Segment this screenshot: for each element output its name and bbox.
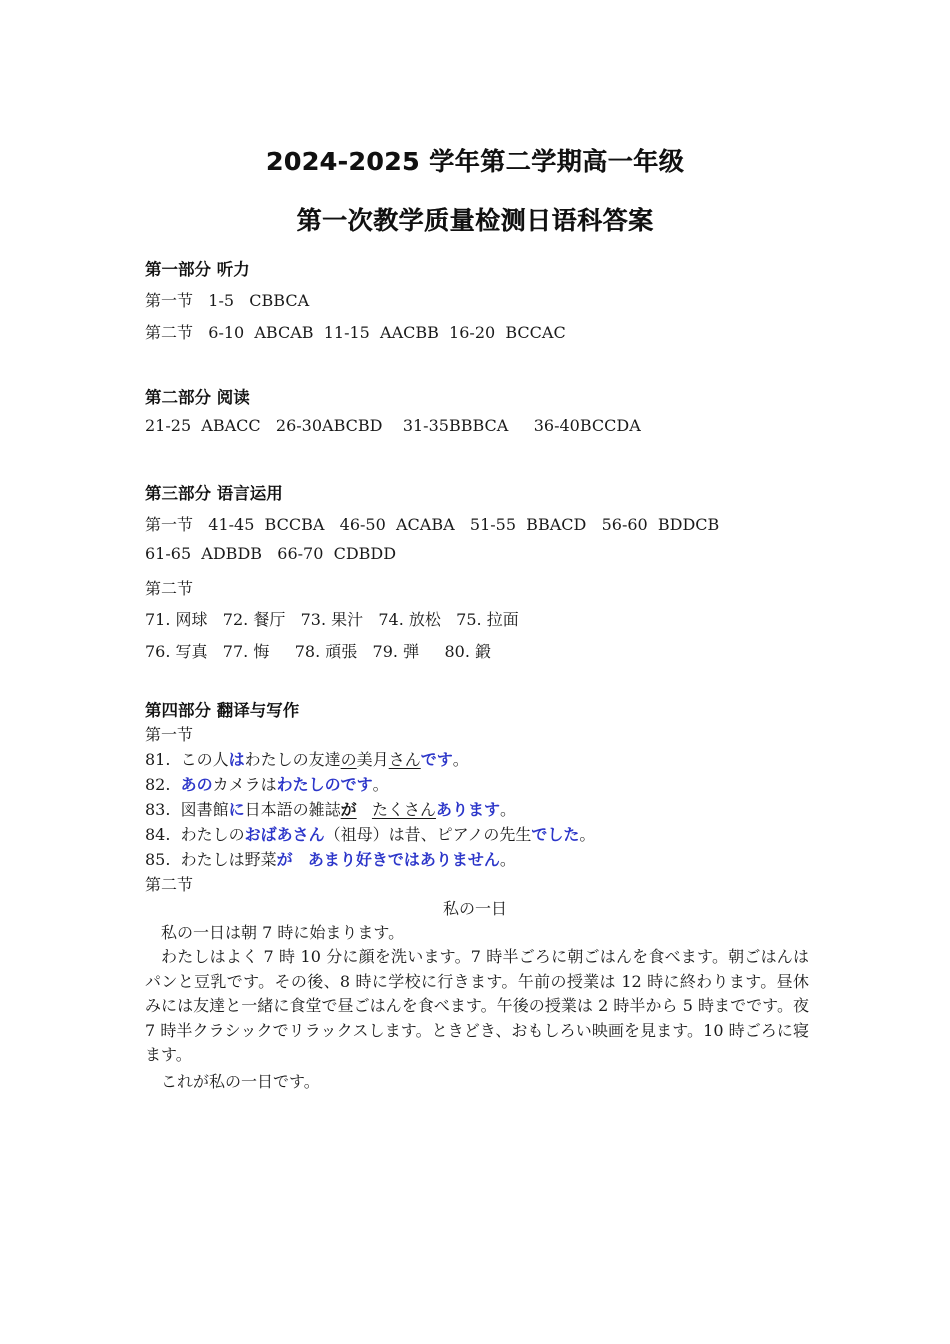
part3-heading: 第三部分 语言运用 [145, 484, 283, 503]
part3-section1-answers-2: 61-65 ADBDB 66-70 CDBDD [145, 544, 397, 563]
answer-84: 84. わたしのおばあさん（祖母）は昔、ピアノの先生でした。 [145, 825, 596, 844]
essay-title: 私の一日 [442, 899, 507, 918]
title-line-2: 第一次教学质量检测日语科答案 [296, 206, 654, 235]
part1-section1-answers: 第一节 1-5 CBBCA [145, 291, 310, 310]
part3-vocab-line-2: 76. 写真 77. 悔 78. 頑張 79. 弾 80. 鍛 [145, 642, 492, 661]
essay-paragraph-3: これが私の一日です。 [161, 1072, 320, 1091]
part3-section2-label: 第二节 [145, 579, 194, 598]
part4-section2-label: 第二节 [145, 875, 194, 894]
answer-81: 81. この人はわたしの友達の美月さんです。 [145, 750, 469, 769]
part4-section1-label: 第一节 [145, 725, 194, 744]
part1-section2-answers: 第二节 6-10 ABCAB 11-15 AACBB 16-20 BCCAC [145, 323, 566, 342]
answer-85: 85. わたしは野菜が あまり好きではありません。 [145, 850, 516, 869]
essay-paragraph-1: 私の一日は朝 7 時に始まります。 [161, 923, 405, 942]
title-line-1: 2024-2025 学年第二学期高一年级 [265, 147, 685, 176]
part3-vocab-line-1: 71. 网球 72. 餐厅 73. 果汁 74. 放松 75. 拉面 [145, 610, 519, 629]
part3-section1-answers-1: 第一节 41-45 BCCBA 46-50 ACABA 51-55 BBACD 56-60 BDDCB [145, 515, 720, 534]
essay-paragraph-2: わたしはよく 7 時 10 分に顔を洗います。7 時半ごろに朝ごはんを食べます。朝ごはんはパンと豆乳です。その後、8 時に学校に行きます。午前の授業は 12 時に終わります。昼休みには友達と一緒に食堂で昼ごはんを食べます。午後の授業は 2 時半から 5 時までです。夜 7 時半クラシックでリラックスします。ときどき、おもしろい映画を見ます。10 時ごろに寝ます。 [145, 947, 809, 1064]
part1-heading: 第一部分 听力 [145, 260, 250, 279]
part4-heading: 第四部分 翻译与写作 [145, 701, 300, 720]
part2-answers: 21-25 ABACC 26-30ABCBD 31-35BBBCA 36-40BCCDA [145, 416, 641, 435]
answer-83: 83. 図書館に日本語の雑誌が たくさんあります。 [145, 800, 516, 819]
part2-heading: 第二部分 阅读 [145, 388, 250, 407]
answer-82: 82. あのカメラはわたしのです。 [145, 775, 389, 794]
